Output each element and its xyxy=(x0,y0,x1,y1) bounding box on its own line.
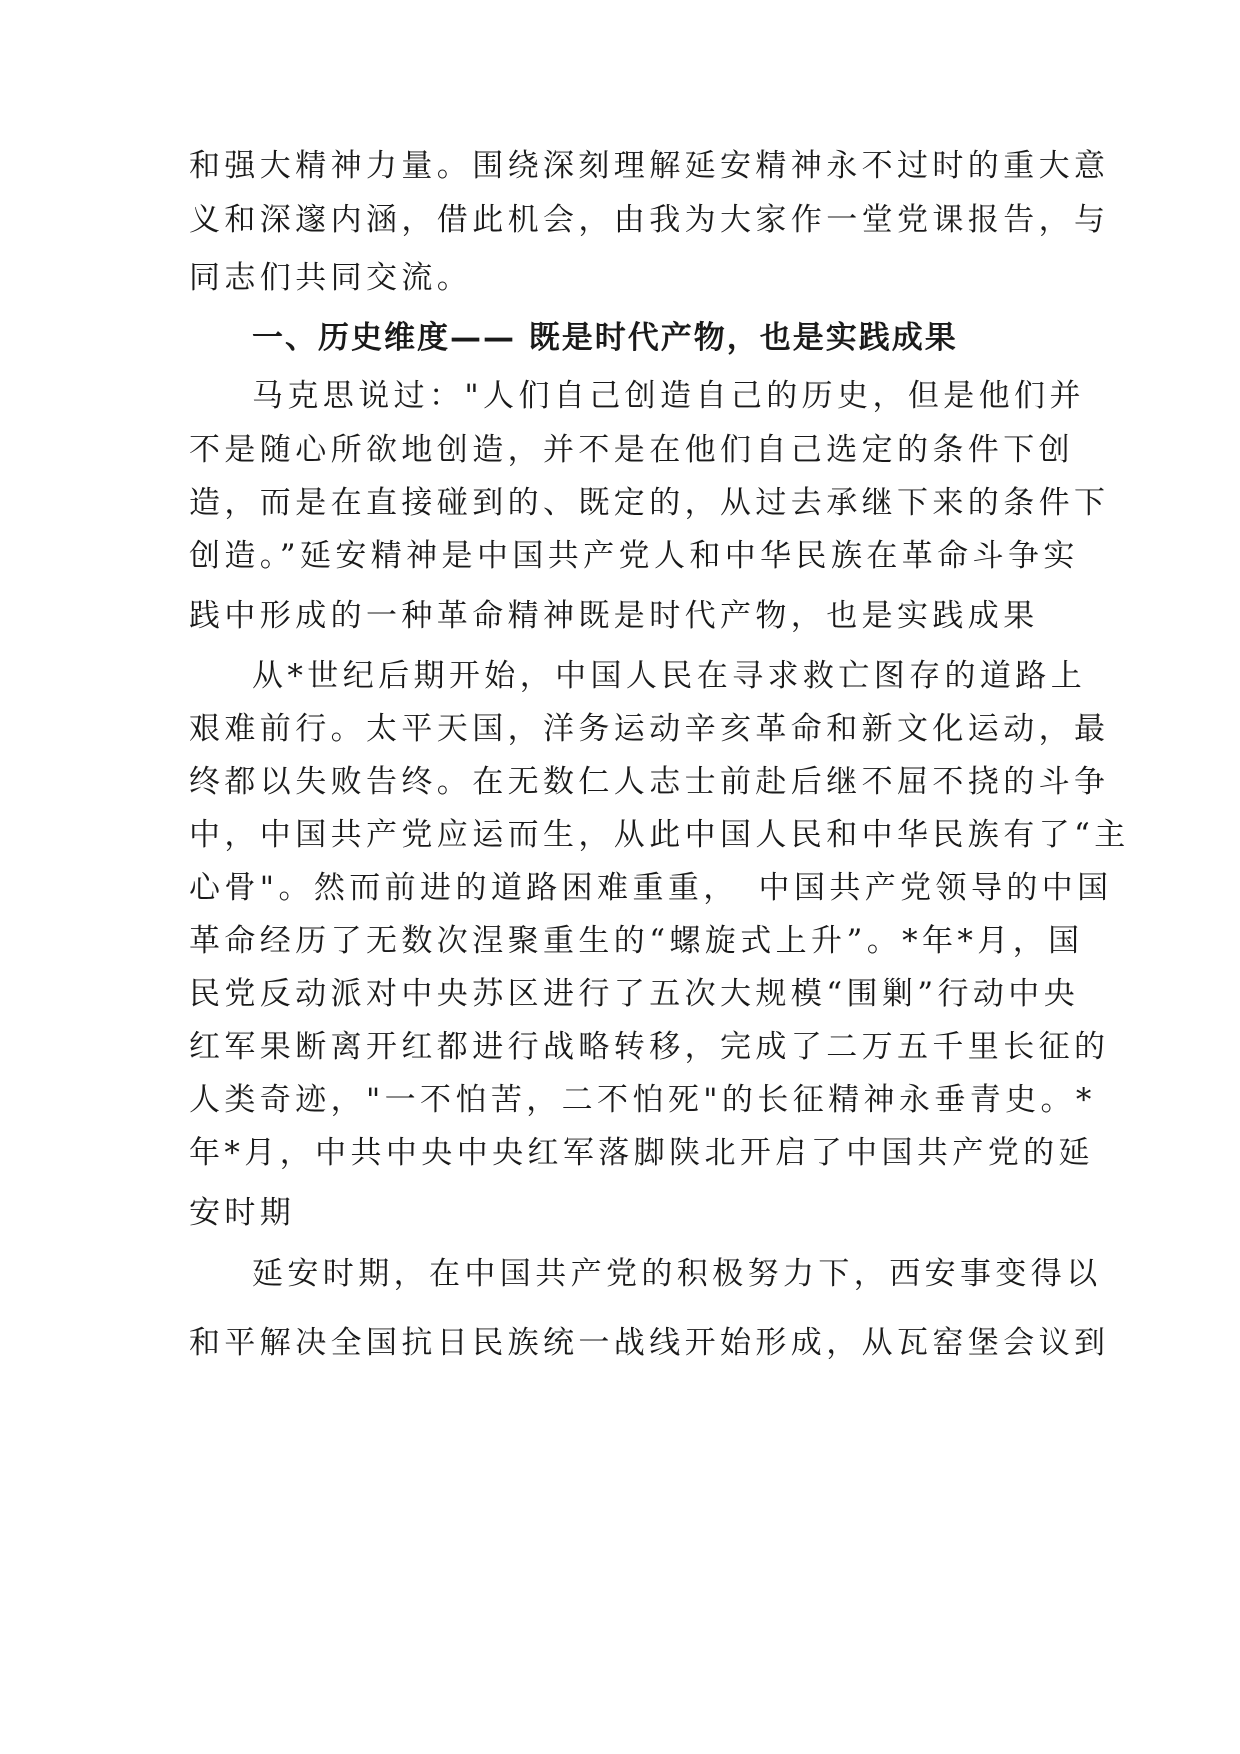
para2-line-3: 终都以失败告终。在无数仁人志士前赴后继不屈不挠的斗争 xyxy=(189,764,1110,800)
para2-line-2: 艰难前行。太平天国，洋务运动辛亥革命和新文化运动，最 xyxy=(189,711,1110,747)
para2-line-11: 安时期 xyxy=(189,1195,296,1231)
intro-line-1: 和强大精神力量。围绕深刻理解延安精神永不过时的重大意 xyxy=(189,148,1110,184)
intro-line-3: 同志们共同交流。 xyxy=(189,260,473,296)
para1-line-5: 践中形成的一种革命精神既是时代产物，也是实践成果 xyxy=(189,598,1039,634)
section-heading: 一、历史维度—— 既是时代产物，也是实践成果 xyxy=(252,320,958,356)
para2-line-1: 从*世纪后期开始，中国人民在寻求救亡图存的道路上 xyxy=(252,658,1087,694)
para2-line-9: 人类奇迹，"一不怕苦，二不怕死"的长征精神永垂青史。* xyxy=(189,1082,1096,1118)
para1-line-4: 创造。”延安精神是中国共产党人和中华民族在革命斗争实 xyxy=(189,538,1079,574)
para2-line-10: 年*月，中共中央中央红军落脚陕北开启了中国共产党的延 xyxy=(189,1135,1094,1171)
para1-line-1: 马克思说过："人们自己创造自己的历史，但是他们并 xyxy=(252,378,1085,414)
para2-line-7: 民党反动派对中央苏区进行了五次大规模“围剿”行动中央 xyxy=(189,976,1080,1012)
para2-line-6: 革命经历了无数次涅聚重生的“螺旋式上升”。*年*月，国 xyxy=(189,923,1084,959)
intro-line-2: 义和深邃内涵，借此机会，由我为大家作一堂党课报告，与 xyxy=(189,202,1110,238)
para1-line-2: 不是随心所欲地创造，并不是在他们自己选定的条件下创 xyxy=(189,432,1074,468)
para3-line-1: 延安时期，在中国共产党的积极努力下，西安事变得以 xyxy=(252,1256,1102,1292)
para3-line-2: 和平解决全国抗日民族统一战线开始形成，从瓦窑堡会议到 xyxy=(189,1325,1110,1361)
para2-line-8: 红军果断离开红都进行战略转移，完成了二万五千里长征的 xyxy=(189,1029,1110,1065)
para1-line-3: 造，而是在直接碰到的、既定的，从过去承继下来的条件下 xyxy=(189,485,1110,521)
para2-line-5: 心骨"。然而前进的道路困难重重， 中国共产党领导的中国 xyxy=(189,870,1113,906)
para2-line-4: 中，中国共产党应运而生，从此中国人民和中华民族有了“主 xyxy=(189,817,1130,853)
